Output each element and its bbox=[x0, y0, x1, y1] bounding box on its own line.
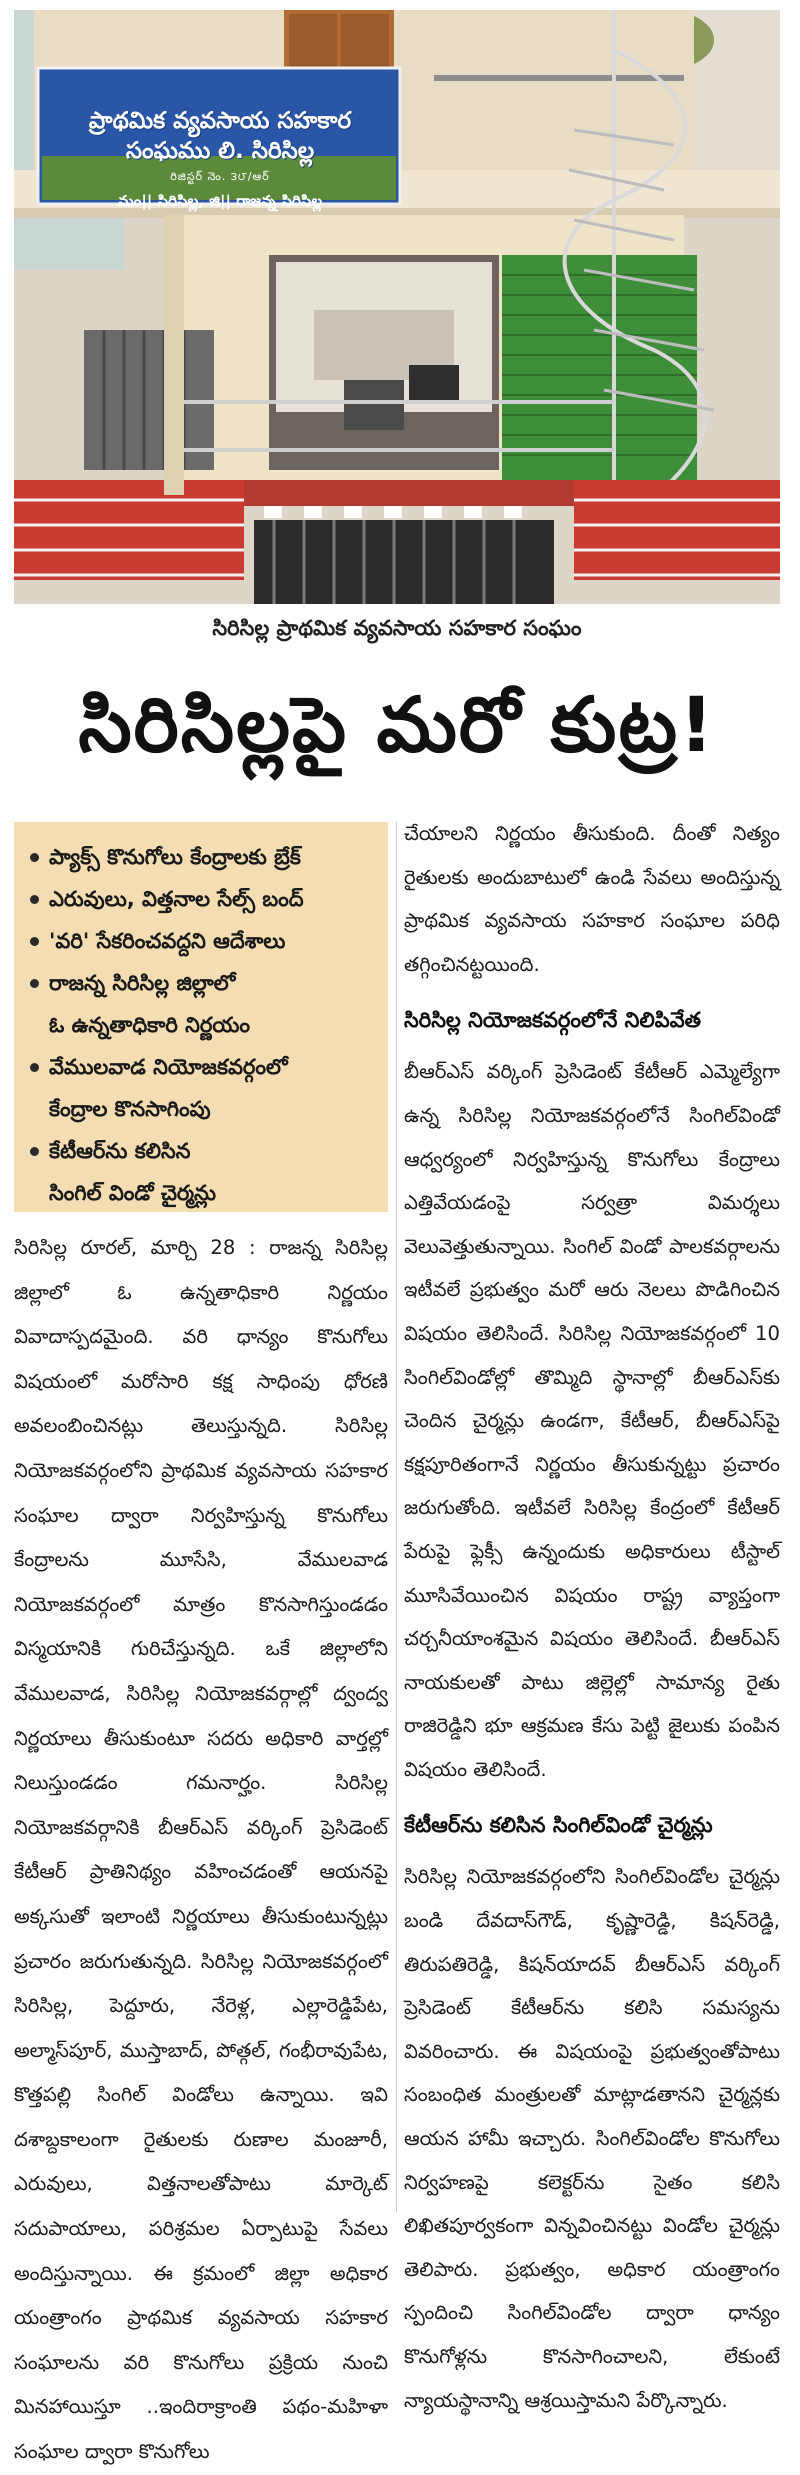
highlight-text: వేములవాడ నియోజకవర్గంలో కేంద్రాల కొనసాగింపు bbox=[49, 1055, 288, 1121]
highlight-item bbox=[28, 1046, 378, 1130]
highlight-text: 'వరి' సేకరించవద్దని ఆదేశాలు bbox=[49, 929, 286, 953]
highlight-text: ప్యాక్స్ కొనుగోలు కేంద్రాలకు బ్రేక్ bbox=[49, 845, 301, 869]
article-paragraph-halt: బీఆర్ఎస్ వర్కింగ్ ప్రెసిడెంట్ కేటీఆర్ ఎమ్మెల్యేగా ఉన్న సిరిసిల్ల నియోజకవర్గంలోనే సింగిల్‌విండో ఆధ్వర్యంలో నిర్వహిస్తున్న కొనుగోలు కేంద్రాలు ఎత్తివేయడంపై సర్వత్రా విమర్శలు వెలువెత్తుతున్నాయి. సింగిల్ విండో పాలకవర్గాలను ఇటీవలే ప్రభుత్వం మరో ఆరు నెలలు పొడిగించిన విషయం తెలిసిందే. సిరిసిల్ల నియోజకవర్గంలో 10 సింగిల్‌విండోల్లో తొమ్మిది స్థానాల్లో బీఆర్ఎస్‌కు చెందిన చైర్మన్లు ఉండగా, కేటీఆర్, బీఆర్ఎస్‌పై కక్షపూరితంగానే నిర్ణయం తీసుకున్నట్టు ప్రచారం జరుగుతోంది. ఇటీవలే సిరిసిల్ల కేంద్రంలో కేటీఆర్ పేరుపై ఫ్లెక్సీ ఉన్నందుకు అధికారులు టీస్టాల్ మూసివేయించిన విషయం రాష్ట్ర వ్యాప్తంగా చర్చనీయాంశమైన విషయం తెలిసిందే. బీఆర్ఎస్ నాయకులతో పాటు జిల్లెల్లో సామాన్య రైతు రాజిరెడ్డిని భూ ఆక్రమణ కేసు పెట్టి జైలుకు పంపిన విషయం తెలిసిందే. bbox=[404, 1060, 780, 1781]
highlight-item bbox=[28, 962, 378, 1046]
headline: సిరిసిల్లపై మరో కుట్ర! bbox=[78, 680, 716, 769]
article-paragraph-intro: చేయాలని నిర్ణయం తీసుకుంది. దీంతో నిత్యం రైతులకు అందుబాటులో ఉండి సేవలు అందిస్తున్న ప్రాథమిక వ్యవసాయ సహకార సంఘాల పరిధి తగ్గించినట్టయింది. bbox=[404, 822, 780, 976]
sign-board-address: మం|| సిరిసిల్ల, జి|| రాజన్న సిరిసిల్ల bbox=[117, 192, 323, 210]
photo-caption: సిరిసిల్ల ప్రాథమిక వ్యవసాయ సహకార సంఘం bbox=[212, 616, 582, 640]
bullet-icon bbox=[30, 979, 39, 988]
highlights-box bbox=[14, 822, 388, 1212]
subheading-halt: సిరిసిల్ల నియోజకవర్గంలోనే నిలిపివేత bbox=[404, 1008, 701, 1033]
highlight-item bbox=[28, 920, 378, 962]
bullet-icon bbox=[30, 937, 39, 946]
highlight-item bbox=[28, 836, 378, 878]
highlight-item bbox=[28, 1130, 378, 1214]
bullet-icon bbox=[30, 895, 39, 904]
article-paragraph-chairmen: సిరిసిల్ల నియోజకవర్గంలోని సింగిల్‌విండోల చైర్మన్లు బండి దేవదాస్‌గౌడ్, కృష్ణారెడ్డి, కిషన్‌రెడ్డి, తిరుపతిరెడ్డి, కిషన్‌యాదవ్ బీఆర్ఎస్ వర్కింగ్ ప్రెసిడెంట్ కేటీఆర్‌ను కలిసి సమస్యను వివరించారు. ఈ విషయంపై ప్రభుత్వంతోపాటు సంబంధిత మంత్రులతో మాట్లాడతానని చైర్మన్లకు ఆయన హామీ ఇచ్చారు. సింగిల్‌విండోల కొనుగోలు నిర్వహణపై కలెక్టర్‌ను సైతం కలిసి లిఖితపూర్వకంగా విన్నవించినట్టు విండోల చైర్మన్లు తెలిపారు. ప్రభుత్వం, అధికార యంత్రాంగం స్పందించి సింగిల్‌విండోల ద్వారా ధాన్యం కొనుగోళ్లను కొనసాగించాలని, లేకుంటే న్యాయస్థానాన్ని ఆశ్రయిస్తామని పేర్కొన్నారు. bbox=[404, 1865, 780, 2412]
sign-board bbox=[44, 106, 396, 214]
highlight-text: కేటీఆర్‌ను కలిసిన సింగిల్ విండో చైర్మన్లు bbox=[49, 1139, 217, 1205]
highlight-text: రాజన్న సిరిసిల్ల జిల్లాలో ఓ ఉన్నతాధికారి నిర్ణయం bbox=[49, 971, 250, 1037]
subheading-chairmen: కేటీఆర్‌ను కలిసిన సింగిల్‌విండో చైర్మన్లు bbox=[404, 1813, 713, 1838]
column-divider bbox=[396, 822, 397, 2212]
article-body-right bbox=[404, 812, 780, 2422]
article-body-left: సిరిసిల్ల రూరల్, మార్చి 28 : రాజన్న సిరిసిల్ల జిల్లాలో ఓ ఉన్నతాధికారి నిర్ణయం వివాదాస్పదమైంది. వరి ధాన్యం కొనుగోలు విషయంలో మరోసారి కక్ష సాధింపు ధోరణి అవలంబించినట్లు తెలుస్తున్నది. సిరిసిల్ల నియోజకవర్గంలోని ప్రాథమిక వ్యవసాయ సహకార సంఘాల ద్వారా నిర్వహిస్తున్న కొనుగోలు కేంద్రాలను మూసేసి, వేములవాడ నియోజకవర్గంలో మాత్రం కొనసాగిస్తుండడం విస్మయానికి గురిచేస్తున్నది. ఒకే జిల్లాలోని వేములవాడ, సిరిసిల్ల నియోజకవర్గాల్లో ద్వంద్వ నిర్ణయాలు తీసుకుంటూ సదరు అధికారి వార్తల్లో నిలుస్తుండడం గమనార్హం. సిరిసిల్ల నియోజకవర్గానికి బీఆర్ఎస్ వర్కింగ్ ప్రెసిడెంట్ కేటీఆర్ ప్రాతినిథ్యం వహించడంతో ఆయనపై అక్కసుతో ఇలాంటి నిర్ణయాలు తీసుకుంటున్నట్లు ప్రచారం జరుగుతున్నది. సిరిసిల్ల నియోజకవర్గంలో సిరిసిల్ల, పెద్దూరు, నేరెళ్ల, ఎల్లారెడ్డిపేట, అల్మాస్‌పూర్, ముస్తాబాద్, పోత్గల్, గంభీరావుపేట, కొత్తపల్లి సింగిల్ విండోలు ఉన్నాయి. ఇవి దశాబ్దకాలంగా రైతులకు రుణాల మంజూరీ, ఎరువులు, విత్తనాలతోపాటు మార్కెట్ సదుపాయాలు, పరిశ్రమల ఏర్పాటుపై సేవలు అందిస్తున్నాయి. ఈ క్రమంలో జిల్లా అధికార యంత్రాంగం ప్రాథమిక వ్యవసాయ సహకార సంఘాలను వరి కొనుగోలు ప్రక్రియ నుంచి మినహాయిస్తూ ..ఇందిరాక్రాంతి పథం-మహిళా సంఘాల ద్వారా కొనుగోలు bbox=[14, 1236, 388, 2464]
bullet-icon bbox=[30, 1147, 39, 1156]
bullet-icon bbox=[30, 853, 39, 862]
bullet-icon bbox=[30, 1063, 39, 1072]
sign-board-title: ప్రాథమిక వ్యవసాయ సహకార సంఘము లి. సిరిసిల్ల bbox=[88, 108, 352, 164]
news-photo bbox=[14, 10, 780, 604]
highlight-item bbox=[28, 878, 378, 920]
sign-board-registration: రిజిస్టర్ నెం. ౩౮/ఆర్ bbox=[170, 170, 270, 183]
highlight-text: ఎరువులు, విత్తనాల సేల్స్ బంద్ bbox=[49, 887, 304, 911]
building-illustration bbox=[14, 10, 780, 604]
